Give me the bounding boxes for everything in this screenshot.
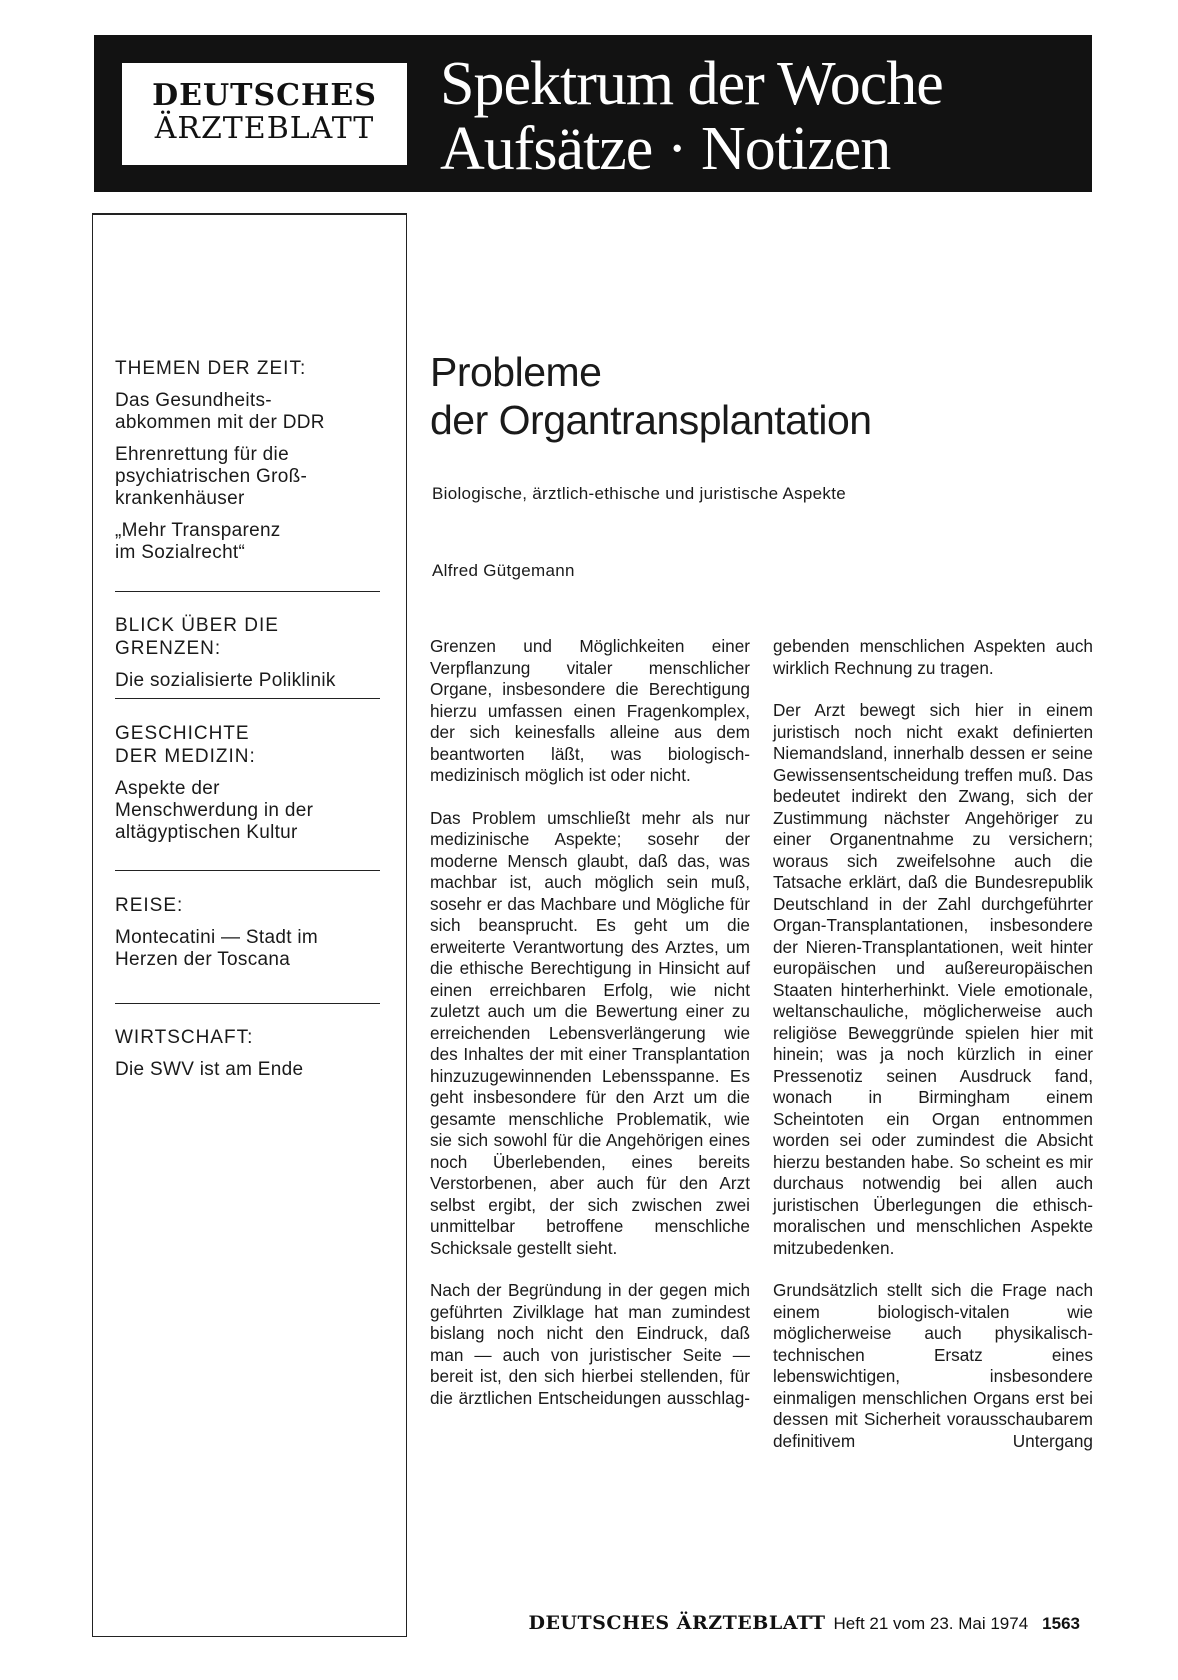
sidebar-section-heading: THEMEN DER ZEIT: <box>115 358 307 379</box>
article-title: Probleme der Organtransplantation <box>430 349 872 443</box>
contents-sidebar <box>92 213 407 1637</box>
article-column-2 <box>773 636 1093 1473</box>
sidebar-item: Montecatini — Stadt im Herzen der Toscana <box>115 927 319 970</box>
footer-issue: Heft 21 vom 23. Mai 1974 <box>833 1614 1029 1633</box>
body-paragraph: Grenzen und Möglichkeiten einer Verpflanzung vitaler menschlicher Organe, insbesondere die Berechtigung hierzu umfassen einen Fragenkomplex, der sich keinesfalls alleine aus dem beantworten läßt, was biologisch-medizinisch möglich ist oder nicht. <box>430 636 750 785</box>
sidebar-item: Ehrenrettung für die psychiatrischen Groß- krankenhäuser <box>115 444 308 509</box>
logo-line-2: ÄRZTEBLATT <box>154 111 375 146</box>
sidebar-section-heading: REISE: <box>115 895 184 916</box>
sidebar-section-themen <box>115 357 385 574</box>
sidebar-divider <box>115 698 380 699</box>
article-column-1 <box>430 636 750 1430</box>
sidebar-item: Das Gesundheits- abkommen mit der DDR <box>115 390 325 433</box>
article-subtitle: Biologische, ärztlich-ethische und juristische Aspekte <box>432 484 847 503</box>
sidebar-item: „Mehr Transparenz im Sozialrecht“ <box>115 520 281 563</box>
page-number: 1563 <box>1042 1614 1080 1633</box>
sidebar-divider <box>115 870 380 871</box>
sidebar-section-geschichte <box>115 722 385 854</box>
sidebar-section-heading: BLICK ÜBER DIE GRENZEN: <box>115 615 279 659</box>
sidebar-section-wirtschaft <box>115 1026 385 1091</box>
sidebar-section-heading: WIRTSCHAFT: <box>115 1027 254 1048</box>
body-paragraph: gebenden menschlichen Aspekten auch wirklich Rechnung zu tragen. <box>773 636 1093 678</box>
body-paragraph: Der Arzt bewegt sich hier in einem juristisch noch nicht exakt definierten Niemandsland, innerhalb dessen er seine Gewissensentscheidung treffen muß. Das bedeutet indirekt den Zwang, sich der Zustimmung nächster Angehöriger zu einer Organentnahme zu versichern; woraus sich zweifelsohne auch die Tatsache erklärt, daß die Bundesrepublik Deutschland in der Zahl durchgeführter Organ-Transplantationen, insbesondere der Nieren-Transplantationen, weit hinter europäischen und außereuropäischen Staaten hinterherhinkt. Viele emotionale, weltanschauliche, möglicherweise auch religiöse Beweggründe spielen hier mit hinein; was ja noch kürzlich in einer Pressenotiz seinen Ausdruck fand, wonach in Birmingham einem Scheintoten ein Organ entnommen worden sei oder zumindest die Absicht hierzu bestanden habe. So scheint es mir durchaus notwendig bei allen auch juristischen Überlegungen die ethisch-moralischen und menschlichen Aspekte mitzubedenken. <box>773 700 1093 1258</box>
footer-publication: DEUTSCHES ÄRZTEBLATT <box>528 1612 826 1634</box>
sidebar-section-heading: GESCHICHTE DER MEDIZIN: <box>115 723 256 767</box>
masthead-title-line-2: Aufsätze · Notizen <box>440 115 891 183</box>
body-paragraph: Nach der Begründung in der gegen mich geführten Zivilklage hat man zumindest bislang noch nicht den Eindruck, daß man — auch von juristischer Seite — bereit ist, den sich hierbei stellenden, für die ärztlichen Entscheidungen ausschlag- <box>430 1280 750 1408</box>
sidebar-section-blick <box>115 614 385 702</box>
sidebar-item: Die sozialisierte Poliklinik <box>115 670 336 691</box>
body-paragraph: Grundsätzlich stellt sich die Frage nach einem biologisch-vitalen wie möglicherweise auch physikalisch-technischen Ersatz eines lebenswichtigen, insbesondere einmaligen menschlichen Organs erst bei dessen mit Sicherheit vorausschaubarem definitivem Untergang <box>773 1280 1093 1451</box>
article-author: Alfred Gütgemann <box>432 561 575 580</box>
sidebar-divider <box>115 591 380 592</box>
sidebar-divider <box>115 1003 380 1004</box>
sidebar-section-reise <box>115 894 385 981</box>
body-paragraph: Das Problem umschließt mehr als nur medizinische Aspekte; sosehr der moderne Mensch glaubt, daß das, was machbar ist, auch möglich sein muß, sosehr er das Machbare und Mögliche für sich beansprucht. Es geht um die erweiterte Verantwortung des Arztes, um die ethische Berechtigung in Hinsicht auf einen erreichbaren Erfolg, wie nicht zuletzt auch um die Bewertung einer zu erreichenden Lebensverlängerung wie des Inhaltes der mit einer Transplantation hinzuzugewinnenden Lebensspanne. Es geht insbesondere für den Arzt um die gesamte menschliche Problematik, wie sie sich sowohl für die Angehörigen eines noch Überlebenden, eines bereits Verstorbenen, aber auch für den Arzt selbst ergibt, der sich zwischen zwei unmittelbar betroffene menschliche Schicksale gestellt sieht. <box>430 807 750 1258</box>
logo-line-1: DEUTSCHES <box>152 78 377 113</box>
sidebar-item: Aspekte der Menschwerdung in der altägyptischen Kultur <box>115 778 314 843</box>
publication-logo <box>122 63 407 165</box>
masthead-title-line-1: Spektrum der Woche <box>440 50 943 118</box>
sidebar-item: Die SWV ist am Ende <box>115 1059 304 1080</box>
page-footer <box>0 1612 1080 1634</box>
